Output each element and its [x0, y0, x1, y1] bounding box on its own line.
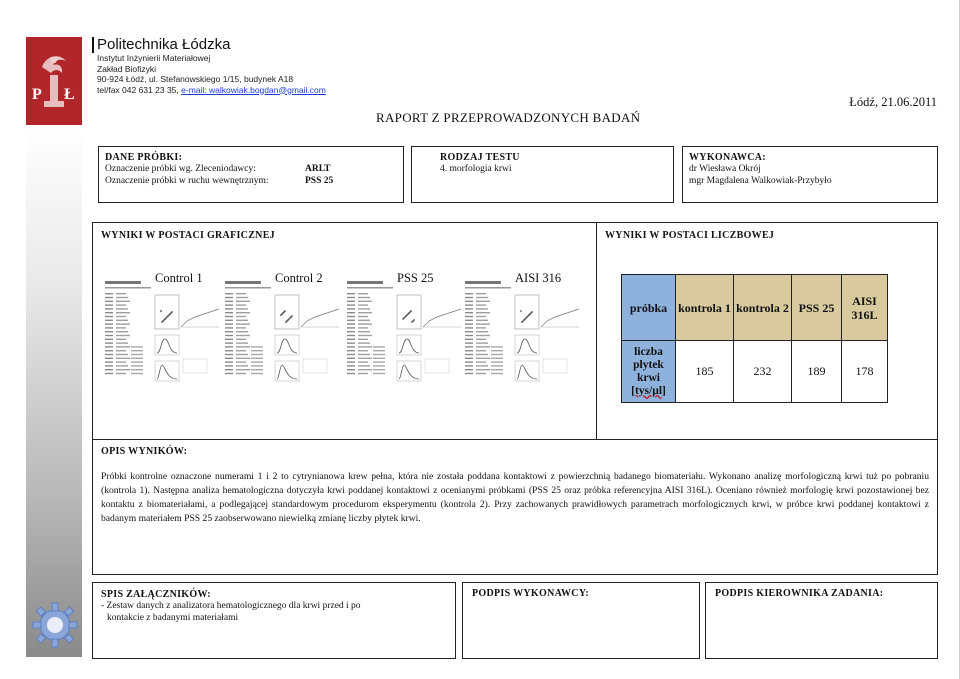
printout-title: PSS 25: [397, 271, 434, 285]
institution-header: [92, 37, 326, 95]
numeric-results-box: [596, 222, 938, 440]
analyzer-printout-image: [223, 271, 341, 391]
sample-internal-value: PSS 25: [305, 176, 334, 186]
graphic-results-title: WYNIKI W POSTACI GRAFICZNEJ: [101, 230, 275, 241]
results-table: [621, 274, 888, 403]
attachment-line: - Zestaw danych z analizatora hematologicznego dla krwi przed i po: [101, 601, 361, 611]
university-name: Politechnika Łódzka: [92, 37, 326, 53]
email-link[interactable]: e-mail: walkowiak.bogdan@gmail.com: [181, 84, 326, 95]
gear-logo-icon: [30, 600, 80, 650]
sample-row-client: [105, 163, 397, 175]
analyzer-printout-image: [463, 271, 581, 391]
attachment-line: kontakcie z badanymi materiałami: [107, 613, 239, 623]
address: 90-924 Łódź, ul. Stefanowskiego 1/15, budynek A18: [97, 74, 294, 84]
svg-text:Ł: Ł: [64, 86, 75, 103]
attachments-title: SPIS ZAŁĄCZNIKÓW:: [101, 589, 211, 600]
results-description-title: OPIS WYNIKÓW:: [101, 446, 188, 457]
table-row-label: [622, 341, 676, 403]
printout-panel: [463, 271, 581, 391]
row-label-unit: [tys/µl]: [631, 384, 666, 397]
executor-box: [682, 146, 938, 203]
logo-emblem-icon: [26, 37, 82, 125]
manager-signature-box: [705, 582, 938, 659]
printout-title: Control 1: [155, 271, 203, 285]
executor-person-2: mgr Magdalena Walkowiak-Przybyło: [689, 176, 832, 186]
analyzer-printouts: [103, 271, 593, 391]
test-type-value: 4. morfologia krwi: [440, 164, 512, 174]
printout-title: Control 2: [275, 271, 323, 285]
printout-panel: [223, 271, 341, 391]
table-cell: 189: [792, 341, 842, 403]
attachments-box: [92, 582, 456, 659]
table-header-cell: próbka: [622, 275, 676, 341]
table-header-cell: PSS 25: [792, 275, 842, 341]
table-header-cell: kontrola 1: [676, 275, 734, 341]
table-row: [622, 341, 888, 403]
row-label-line: krwi: [637, 371, 660, 384]
results-description-text: Próbki kontrolne oznaczone numerami 1 i 2 to cytrynianowa krew pełna, która nie została poddana kontaktowi z powierzchnią badanego biomateriału. Wykonano analizę morfologiczną krwi tuż po pobraniu (kontrola 1). Następna analiza hematologiczna dotyczyła krwi poddanej kontaktowi z ocenianymi próbkami (PSS 25 oraz próbka referencyjna AISI 316L). Oceniano również morfologię krwi pozostawionej bez kontaktu z biomateriałami, a podlegającej standardowym procedurom eksperymentu (kontrola 2). Przy zachowanych prawidłowych parametrach morfologicznych krwi, w próbce krwi poddanej kontaktowi z badanym materiałem PSS 25 zaobserwowano niewielką zmianę liczby płytek krwi.: [101, 471, 929, 524]
table-cell: 232: [734, 341, 792, 403]
printout-title: AISI 316: [515, 271, 562, 285]
manager-signature-title: PODPIS KIEROWNIKA ZADANIA:: [715, 588, 884, 599]
sample-data-title: DANE PRÓBKI:: [105, 152, 183, 163]
table-cell: 185: [676, 341, 734, 403]
printout-panel: [345, 271, 463, 391]
table-cell: 178: [842, 341, 888, 403]
contact-line: [92, 85, 326, 96]
department-name: Zakład Biofizyki: [97, 63, 157, 74]
executor-signature-title: PODPIS WYKONAWCY:: [472, 588, 590, 599]
table-header-cell: kontrola 2: [734, 275, 792, 341]
sample-client-value: ARLT: [305, 164, 331, 174]
analyzer-printout-image: [103, 271, 221, 391]
place-date: Łódź, 21.06.2011: [849, 95, 937, 109]
row-label-line: płytek: [633, 358, 664, 371]
sample-row-internal: [105, 175, 397, 187]
sample-client-label: Oznaczenie próbki wg. Zleceniodawcy:: [105, 164, 256, 174]
results-description-box: [92, 439, 938, 575]
table-header-row: [622, 275, 888, 341]
sample-internal-label: Oznaczenie próbki w ruchu wewnętrznym:: [105, 176, 269, 186]
phone: tel/fax 042 631 23 35,: [97, 84, 179, 95]
graphic-results-box: [92, 222, 597, 440]
printout-panel: [103, 271, 221, 391]
university-logo: [26, 37, 82, 125]
executor-signature-box: [462, 582, 700, 659]
institute-name: Instytut Inżynierii Materiałowej: [97, 53, 211, 63]
test-type-title: RODZAJ TESTU: [440, 152, 520, 163]
table-header-cell: AISI 316L: [842, 275, 888, 341]
row-label-line: liczba: [634, 345, 663, 358]
executor-title: WYKONAWCA:: [689, 152, 766, 163]
test-type-box: [411, 146, 674, 203]
numeric-results-title: WYNIKI W POSTACI LICZBOWEJ: [605, 230, 775, 241]
report-title: RAPORT Z PRZEPROWADZONYCH BADAŃ: [376, 110, 641, 125]
sample-data-box: [98, 146, 404, 203]
executor-person-1: dr Wiesława Okrój: [689, 164, 761, 174]
analyzer-printout-image: [345, 271, 463, 391]
svg-text:P: P: [32, 86, 42, 103]
side-gradient-band: [26, 125, 82, 657]
